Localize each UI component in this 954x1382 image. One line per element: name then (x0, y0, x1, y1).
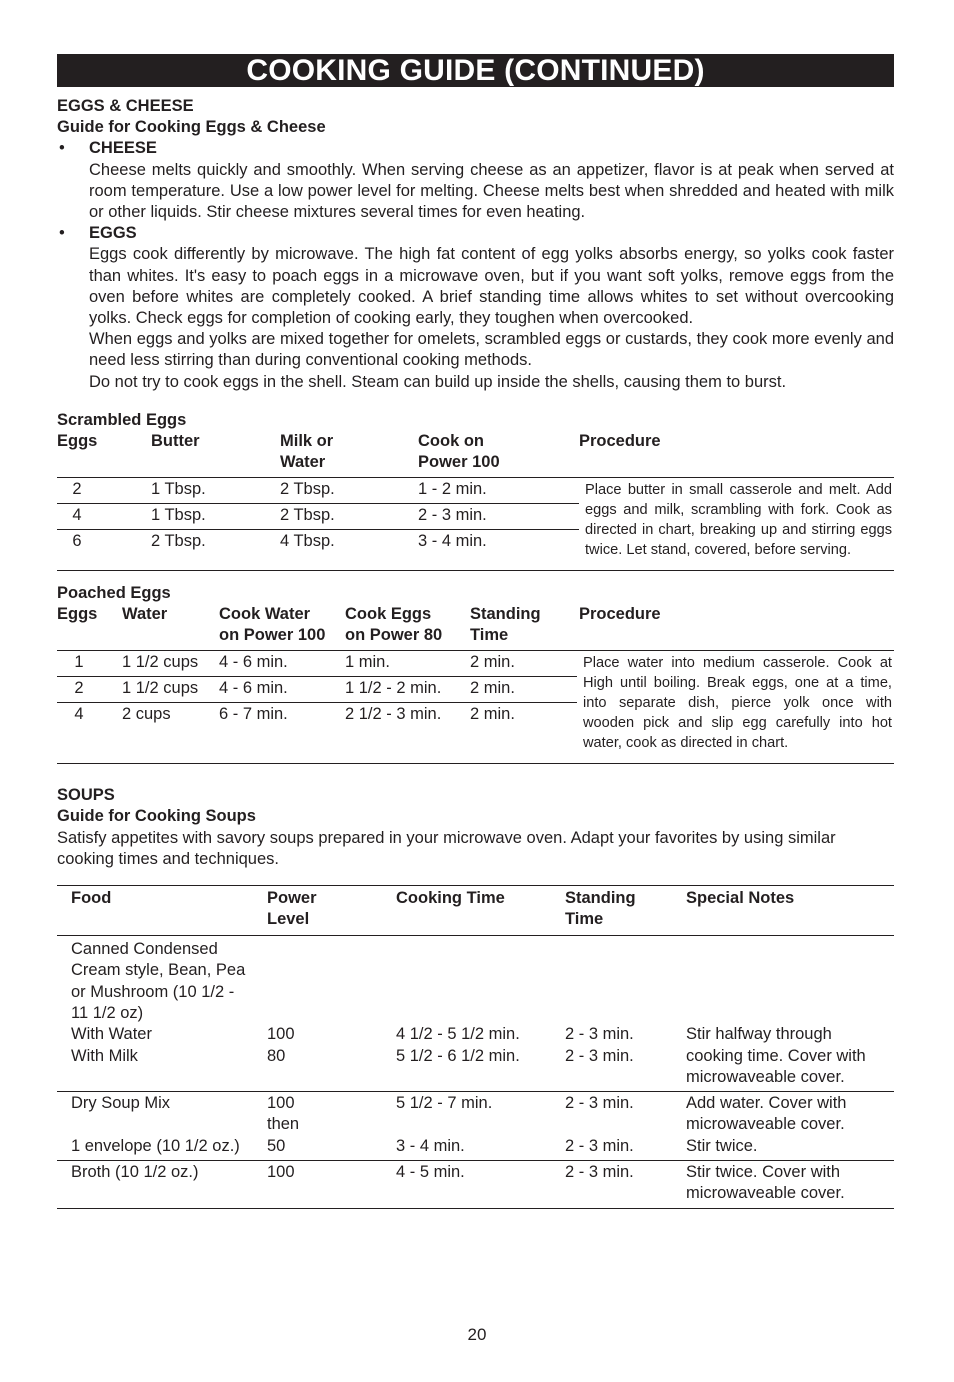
cell-eggs: 4 (74, 705, 84, 724)
page (57, 54, 894, 1209)
cell-standing: 2 min. (470, 653, 515, 672)
cell-eggs: 2 (72, 480, 82, 499)
cell-standing: 2 - 3 min. (565, 1094, 634, 1113)
soup-group-broth (57, 1161, 894, 1209)
cheese-text: Cheese melts quickly and smoothly. When serving cheese as an appetizer, flavor is at peak when served at room temperature. Use a low power level for melting. Cheese melts best when shredded and heated with milk or other liquids. Stir cheese mixtures several times for even heating. (89, 160, 894, 222)
cell-food: Canned Condensed (71, 940, 218, 959)
cell-milk: 2 Tbsp. (280, 506, 335, 525)
col-standing (565, 888, 686, 930)
soups-heading: SOUPS (57, 786, 115, 805)
bullet-dot: • (59, 224, 65, 243)
table-row (57, 478, 579, 504)
cell-butter: 1 Tbsp. (151, 506, 206, 525)
col-cook-water (219, 604, 345, 646)
page-title: COOKING GUIDE (CONTINUED) (57, 54, 894, 87)
table-row (57, 651, 577, 677)
table-row (57, 703, 577, 729)
cell-food: 1 envelope (10 1/2 oz.) (71, 1136, 240, 1155)
cell-notes: microwaveable cover. (686, 1067, 845, 1086)
cell-power: 100 (267, 1163, 295, 1182)
col-water: Water (122, 605, 168, 624)
eggs-bullet (57, 223, 894, 393)
cell-time: 4 1/2 - 5 1/2 min. (396, 1025, 520, 1044)
cell-cook: 3 - 4 min. (418, 532, 487, 551)
page-number: 20 (467, 1325, 487, 1344)
cell-cook-eggs: 1 1/2 - 2 min. (345, 679, 442, 698)
cell-time: 5 1/2 - 7 min. (396, 1094, 493, 1113)
cell-standing: 2 - 3 min. (565, 1136, 634, 1155)
cell-time: 5 1/2 - 6 1/2 min. (396, 1046, 520, 1065)
col-cook-eggs-line2: on Power 80 (345, 626, 443, 645)
cell-power: 80 (267, 1046, 286, 1065)
col-milk (280, 431, 418, 473)
cell-power: 100 (267, 1094, 295, 1113)
col-eggs: Eggs (57, 432, 98, 451)
cell-eggs: 6 (72, 532, 82, 551)
col-procedure: Procedure (579, 432, 661, 451)
poached-eggs-table (57, 583, 894, 764)
cell-notes: microwaveable cover. (686, 1115, 845, 1134)
cell-butter: 1 Tbsp. (151, 480, 206, 499)
col-cook (418, 431, 579, 473)
col-cook-water-line2: on Power 100 (219, 626, 326, 645)
table-row (57, 1093, 894, 1114)
col-notes: Special Notes (686, 889, 795, 908)
cell-butter: 2 Tbsp. (151, 532, 206, 551)
col-cook-eggs-line1: Cook Eggs (345, 605, 432, 624)
cell-food: Cream style, Bean, Pea (71, 961, 246, 980)
cell-food: or Mushroom (10 1/2 - (71, 982, 235, 1001)
col-butter: Butter (151, 432, 200, 451)
col-time: Cooking Time (396, 889, 505, 908)
cell-cook-eggs: 1 min. (345, 653, 390, 672)
eggs-text-1: Eggs cook differently by microwave. The high fat content of egg yolks absorbs energy, so yolks cook faster than whites. It's easy to poach eggs in a microwave oven, but if you want soft yolks, remove eggs from the oven before whites are completely cooked. A brief standing time allows whites to set without overcooking yolks. Check eggs for completion of cooking early, they toughen when overcooked. (89, 245, 894, 328)
eggs-cheese-section (57, 96, 894, 393)
soups-intro: Satisfy appetites with savory soups prepared in your microwave oven. Adapt your favorites by using similar cooking times and techniques. (57, 828, 836, 868)
table-row (57, 1114, 894, 1135)
eggs-text-3: Do not try to cook eggs in the shell. Steam can build up inside the shells, causing them to burst. (89, 372, 787, 391)
scrambled-header-row (57, 431, 894, 478)
poached-procedure: Place water into medium casserole. Cook at High until boiling. Break eggs, one at a time, into separate dish, pierce yolk once with wooden pick and slip egg carefully into hot water, cook as directed in chart. (583, 655, 892, 752)
scrambled-procedure: Place butter in small casserole and melt. Add eggs and milk, scrambling with fork. Cook as directed in chart, breaking up and stirring eggs twice. Let stand, covered, before serving. (585, 482, 892, 559)
table-row (57, 1136, 894, 1157)
cell-time: 4 - 5 min. (396, 1163, 465, 1182)
scrambled-eggs-title: Scrambled Eggs (57, 410, 187, 429)
cell-power: 50 (267, 1136, 286, 1155)
cell-cook-eggs: 2 1/2 - 3 min. (345, 705, 442, 724)
cell-water: 1 1/2 cups (122, 653, 199, 672)
table-row (57, 1046, 894, 1067)
cell-milk: 2 Tbsp. (280, 480, 335, 499)
cell-standing: 2 min. (470, 705, 515, 724)
soup-group-canned (57, 936, 894, 1092)
soups-subheading: Guide for Cooking Soups (57, 807, 256, 826)
cell-cook: 1 - 2 min. (418, 480, 487, 499)
cheese-title: CHEESE (89, 139, 157, 158)
table-row (57, 530, 579, 556)
col-cook-eggs (345, 604, 470, 646)
cell-notes: Stir halfway through (686, 1025, 832, 1044)
table-row (57, 1024, 894, 1045)
cheese-bullet (57, 138, 894, 223)
cell-notes: Stir twice. Cover with (686, 1163, 841, 1182)
cell-eggs: 2 (74, 679, 84, 698)
table-row (57, 1003, 894, 1024)
poached-header-row (57, 604, 894, 651)
col-eggs: Eggs (57, 605, 98, 624)
cell-food: Broth (10 1/2 oz.) (71, 1163, 199, 1182)
col-power-line1: Power (267, 889, 317, 908)
eggs-cheese-subheading: Guide for Cooking Eggs & Cheese (57, 118, 326, 137)
cell-standing: 2 - 3 min. (565, 1163, 634, 1182)
col-standing-line2: Time (470, 626, 509, 645)
eggs-title: EGGS (89, 224, 137, 243)
soups-header-row (57, 886, 894, 936)
col-procedure: Procedure (579, 605, 661, 624)
cell-food: 11 1/2 oz) (71, 1003, 144, 1022)
scrambled-eggs-table (57, 410, 894, 571)
cell-cook-water: 4 - 6 min. (219, 679, 288, 698)
poached-eggs-title: Poached Eggs (57, 584, 171, 603)
table-row (57, 1162, 894, 1183)
col-cook-water-line1: Cook Water (219, 605, 311, 624)
bullet-dot: • (59, 139, 65, 158)
cell-cook-water: 6 - 7 min. (219, 705, 288, 724)
cell-standing: 2 - 3 min. (565, 1025, 634, 1044)
col-cook-line1: Cook on (418, 432, 484, 451)
table-row (57, 982, 894, 1003)
table-row (57, 677, 577, 703)
cell-water: 1 1/2 cups (122, 679, 199, 698)
col-power (267, 888, 396, 930)
cell-power: then (267, 1115, 300, 1134)
cell-notes: microwaveable cover. (686, 1184, 845, 1203)
cell-notes: Stir twice. (686, 1136, 758, 1155)
col-standing-line1: Standing (565, 889, 636, 908)
col-milk-line2: Water (280, 453, 326, 472)
soups-table (57, 885, 894, 1209)
col-cook-line2: Power 100 (418, 453, 500, 472)
col-standing-line2: Time (565, 910, 604, 929)
table-row (57, 960, 894, 981)
table-row (57, 504, 579, 530)
col-standing-line1: Standing (470, 605, 541, 624)
cell-water: 2 cups (122, 705, 171, 724)
col-power-line2: Level (267, 910, 310, 929)
cell-standing: 2 - 3 min. (565, 1046, 634, 1065)
cell-eggs: 1 (74, 653, 84, 672)
cell-notes: Add water. Cover with (686, 1094, 847, 1113)
soup-group-dry-mix (57, 1092, 894, 1161)
cell-milk: 4 Tbsp. (280, 532, 335, 551)
col-food: Food (71, 889, 112, 908)
eggs-cheese-heading: EGGS & CHEESE (57, 97, 194, 115)
table-row (57, 1067, 894, 1088)
cell-standing: 2 min. (470, 679, 515, 698)
col-milk-line1: Milk or (280, 432, 334, 451)
soups-section (57, 785, 894, 870)
cell-cook-water: 4 - 6 min. (219, 653, 288, 672)
cell-time: 3 - 4 min. (396, 1136, 465, 1155)
cell-power: 100 (267, 1025, 295, 1044)
table-row (57, 1183, 894, 1204)
poached-body (57, 651, 894, 764)
cell-eggs: 4 (72, 506, 82, 525)
col-standing (470, 604, 579, 646)
eggs-text-2: When eggs and yolks are mixed together for omelets, scrambled eggs or custards, they cook more evenly and need less stirring than during conventional cooking methods. (89, 330, 894, 370)
table-row (57, 939, 894, 960)
cell-notes: cooking time. Cover with (686, 1046, 866, 1065)
cell-food: With Milk (71, 1046, 138, 1065)
scrambled-body (57, 478, 894, 571)
cell-food: With Water (71, 1025, 152, 1044)
cell-cook: 2 - 3 min. (418, 506, 487, 525)
cell-food: Dry Soup Mix (71, 1094, 171, 1113)
